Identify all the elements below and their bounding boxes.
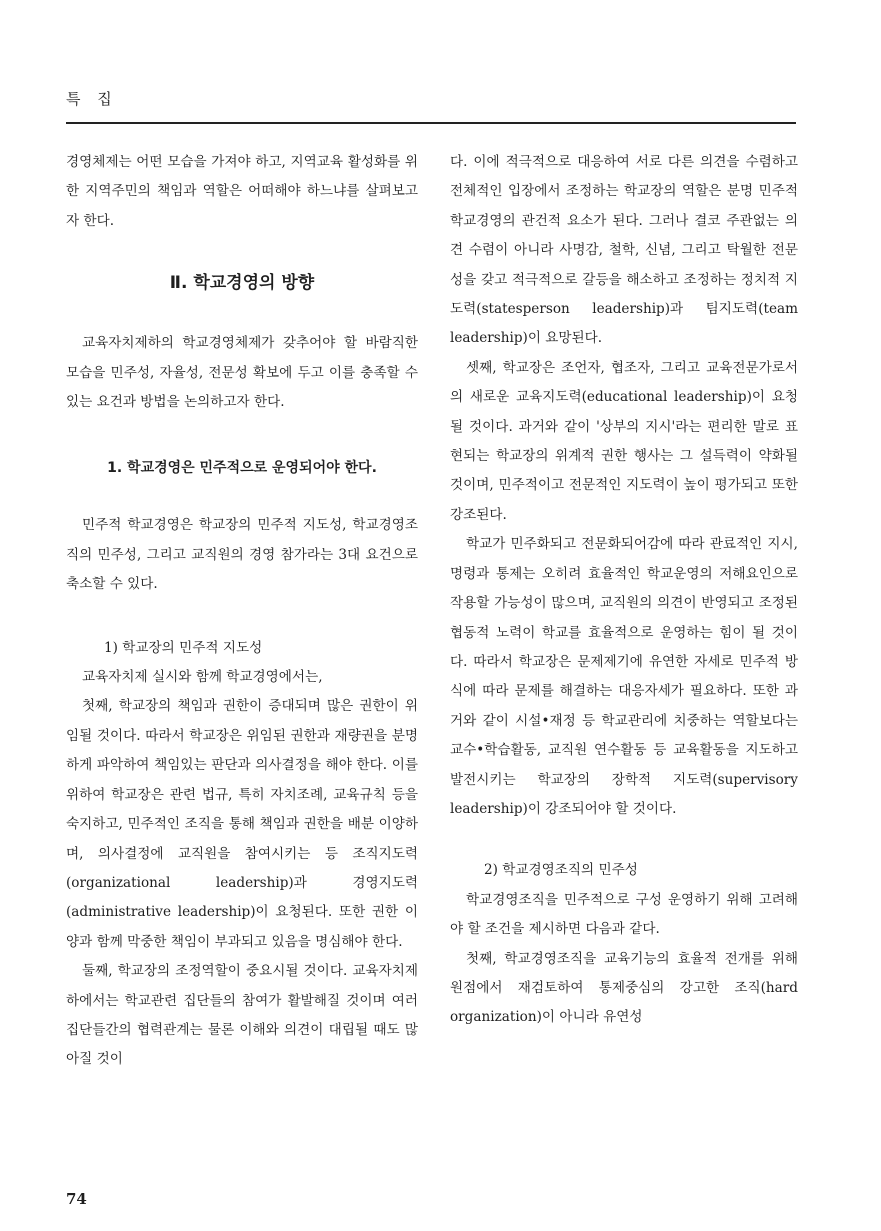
- section-heading: Ⅱ. 학교경영의 방향: [169, 273, 315, 294]
- item-heading: 2) 학교경영조직의 민주성: [484, 862, 638, 879]
- paragraph: 경영체제는 어떤 모습을 가져야 하고, 지역교육 활성화를 위한 지역주민의 책임과 역할은 어떠해야 하느냐를 살펴보고자 한다.: [66, 154, 418, 229]
- paragraph: 셋째, 학교장은 조언자, 협조자, 그리고 교육전문가로서의 새로운 교육지도력(educational leadership)이 요청될 것이다. 과거와 같이 '상부의 지시'라는 편리한 말로 표현되는 학교장의 위계적 권한 행사는 그 설득력이 약화될 것이며, 민주적이고 전문적인 지도력이 높이 평가되고 또한 강조된다.: [450, 359, 798, 523]
- paragraph: 첫째, 학교경영조직을 교육기능의 효율적 전개를 위해 원점에서 재검토하여 통제중심의 강고한 조직(hard organization)이 아니라 유연성: [450, 950, 798, 1026]
- paragraph: 학교경영조직을 민주적으로 구성 운영하기 위해 고려해야 할 조건을 제시하면 다음과 같다.: [450, 891, 798, 938]
- left-column: [66, 148, 418, 1075]
- paragraph: 민주적 학교경영은 학교장의 민주적 지도성, 학교경영조직의 민주성, 그리고 교직원의 경영 참가라는 3대 요건으로 축소할 수 있다.: [66, 517, 418, 593]
- paragraph: 교육자치제 실시와 함께 학교경영에서는,: [82, 669, 323, 686]
- header-divider: [66, 122, 796, 124]
- page-number: 74: [66, 1190, 87, 1208]
- right-column: [450, 148, 798, 1033]
- paragraph: 첫째, 학교장의 책임과 권한이 증대되며 많은 권한이 위임될 것이다. 따라서 학교장은 위임된 권한과 재량권을 분명하게 파악하여 책임있는 판단과 의사결정을 해야 한다. 이를 위하여 학교장은 관련 법규, 특히 자치조례, 교육규칙 등을 숙지하고, 민주적인 조직을 통해 책임과 권한을 배분 이양하며, 의사결정에 교직원을 참여시키는 등 조직지도력(organizational leadership)과 경영지도력(administrative leadership)이 요청된다. 또한 권한 이양과 함께 막중한 책임이 부과되고 있음을 명심해야 한다.: [66, 698, 418, 950]
- paragraph: 학교가 민주화되고 전문화되어감에 따라 관료적인 지시, 명령과 통제는 오히려 효율적인 학교운영의 저해요인으로 작용할 가능성이 많으며, 교직원의 의견이 반영되고 조정된 협동적 노력이 학교를 효율적으로 운영하는 힘이 될 것이다. 따라서 학교장은 문제제기에 유연한 자세로 민주적 방식에 따라 문제를 해결하는 대응자세가 필요하다. 또한 과거와 같이 시설•재정 등 학교관리에 치중하는 역할보다는 교수•학습활동, 교직원 연수활동 등 교육활동을 지도하고 발전시키는 학교장의 장학적 지도력(supervisory leadership)이 강조되어야 할 것이다.: [450, 536, 798, 817]
- paragraph: 둘째, 학교장의 조정역할이 중요시될 것이다. 교육자치제하에서는 학교관련 집단들의 참여가 활발해질 것이며 여러 집단들간의 협력관계는 물론 이해와 의견이 대립될 때도 많아질 것이: [66, 963, 418, 1068]
- paragraph: 다. 이에 적극적으로 대응하여 서로 다른 의견을 수렴하고 전체적인 입장에서 조정하는 학교장의 역할은 분명 민주적 학교경영의 관건적 요소가 된다. 그러나 결코 주관없는 의견 수렴이 아니라 사명감, 철학, 신념, 그리고 탁월한 전문성을 갖고 적극적으로 갈등을 해소하고 조정하는 정치적 지도력(statesperson leadership)과 팀지도력(team leadership)이 요망된다.: [450, 154, 798, 347]
- section-header-label: 특 집: [66, 90, 118, 108]
- paragraph: 교육자치제하의 학교경영체제가 갖추어야 할 바람직한 모습을 민주성, 자율성, 전문성 확보에 두고 이를 충족할 수 있는 요건과 방법을 논의하고자 한다.: [66, 335, 418, 411]
- item-heading: 1) 학교장의 민주적 지도성: [104, 639, 263, 656]
- subsection-heading: 1. 학교경영은 민주적으로 운영되어야 한다.: [107, 460, 377, 477]
